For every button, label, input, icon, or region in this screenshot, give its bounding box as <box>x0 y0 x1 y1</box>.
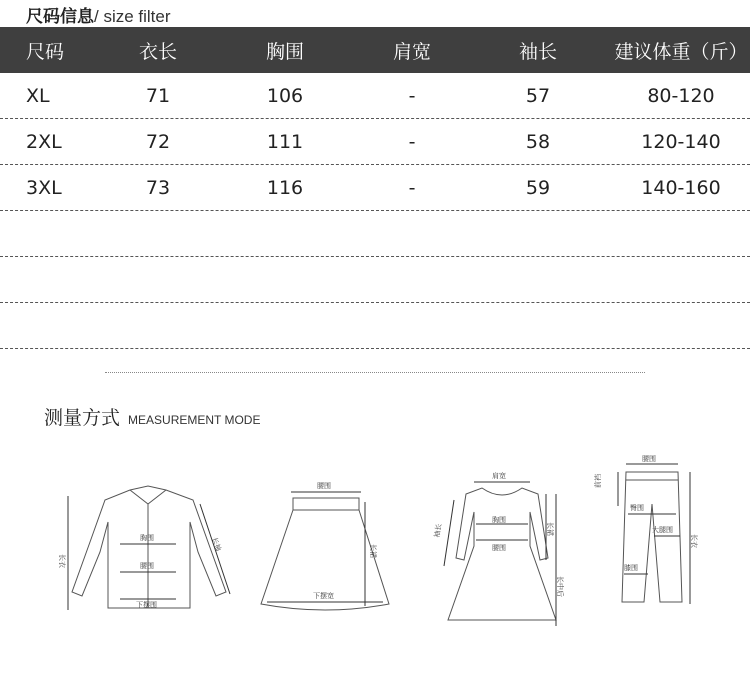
skirt-diagram <box>255 478 395 618</box>
size-table <box>0 27 750 349</box>
pants-thigh-label: 大腿围 <box>652 526 673 534</box>
cell-shoulder: - <box>408 130 416 153</box>
cell-shoulder: - <box>408 176 416 199</box>
pants-knee-label: 膝围 <box>624 564 638 572</box>
dress-chest-label: 胸围 <box>492 516 506 524</box>
cell-chest: 116 <box>266 176 304 199</box>
shirt-diagram <box>58 482 248 632</box>
shirt-length-label: 长衣 <box>58 554 66 568</box>
cell-sleeve: 58 <box>525 130 551 153</box>
cell-chest: 111 <box>266 130 304 153</box>
page-title <box>26 2 171 27</box>
shirt-hem-label: 下摆围 <box>136 601 157 609</box>
col-header-shoulder: 肩宽 <box>392 40 431 63</box>
col-header-size: 尺码 <box>26 40 65 63</box>
shirt-chest-label: 胸围 <box>140 534 154 542</box>
pants-length-label: 长衣 <box>690 534 698 548</box>
shirt-waist-label: 腰围 <box>140 562 154 570</box>
pants-front-rise-label: 前裆 <box>594 474 602 488</box>
skirt-hem-label: 下摆宽 <box>313 592 334 600</box>
cell-size: 2XL <box>26 130 62 153</box>
page-title-en: / size filter <box>94 7 171 26</box>
cell-length: 73 <box>145 176 171 199</box>
cell-weight: 140-160 <box>641 176 721 199</box>
pants-hip-label: 臀围 <box>630 504 644 512</box>
col-header-weight: 建议体重（斤） <box>614 40 748 63</box>
skirt-waist-label: 腰围 <box>317 482 331 490</box>
page-title-cn: 尺码信息 <box>26 7 94 27</box>
dress-diagram <box>430 468 575 633</box>
dress-length-label: 长裙 <box>546 522 554 536</box>
table-row-empty <box>0 257 750 303</box>
dress-waist-label: 腰围 <box>492 544 506 552</box>
cell-weight: 80-120 <box>647 84 715 107</box>
pants-diagram <box>594 452 704 622</box>
measurement-heading <box>44 403 260 430</box>
cell-chest: 106 <box>266 84 304 107</box>
section-divider <box>105 372 645 373</box>
cell-size: XL <box>26 84 50 107</box>
table-row-empty <box>0 303 750 349</box>
pants-waist-label: 腰围 <box>642 455 656 463</box>
measurement-title-cn: 测量方式 <box>44 407 121 429</box>
cell-shoulder: - <box>408 84 416 107</box>
dress-back-length-label: 长中后 <box>556 576 564 597</box>
cell-weight: 120-140 <box>641 130 721 153</box>
col-header-sleeve: 袖长 <box>518 40 557 63</box>
cell-sleeve: 57 <box>525 84 551 107</box>
cell-length: 72 <box>145 130 171 153</box>
col-header-length: 衣长 <box>138 40 177 63</box>
table-row <box>0 73 750 119</box>
cell-length: 71 <box>145 84 171 107</box>
cell-size: 3XL <box>26 176 62 199</box>
skirt-length-label: 长裙 <box>369 544 377 558</box>
cell-sleeve: 59 <box>525 176 551 199</box>
table-row-empty <box>0 211 750 257</box>
measurement-title-en: MEASUREMENT MODE <box>128 413 261 427</box>
dress-sleeve-label: 袖长 <box>433 523 444 539</box>
col-header-chest: 胸围 <box>265 40 304 63</box>
dress-shoulder-label: 肩宽 <box>492 472 506 480</box>
table-row <box>0 119 750 165</box>
table-header <box>0 27 750 73</box>
table-row <box>0 165 750 211</box>
shirt-sleeve-label: 长袖 <box>210 536 223 553</box>
